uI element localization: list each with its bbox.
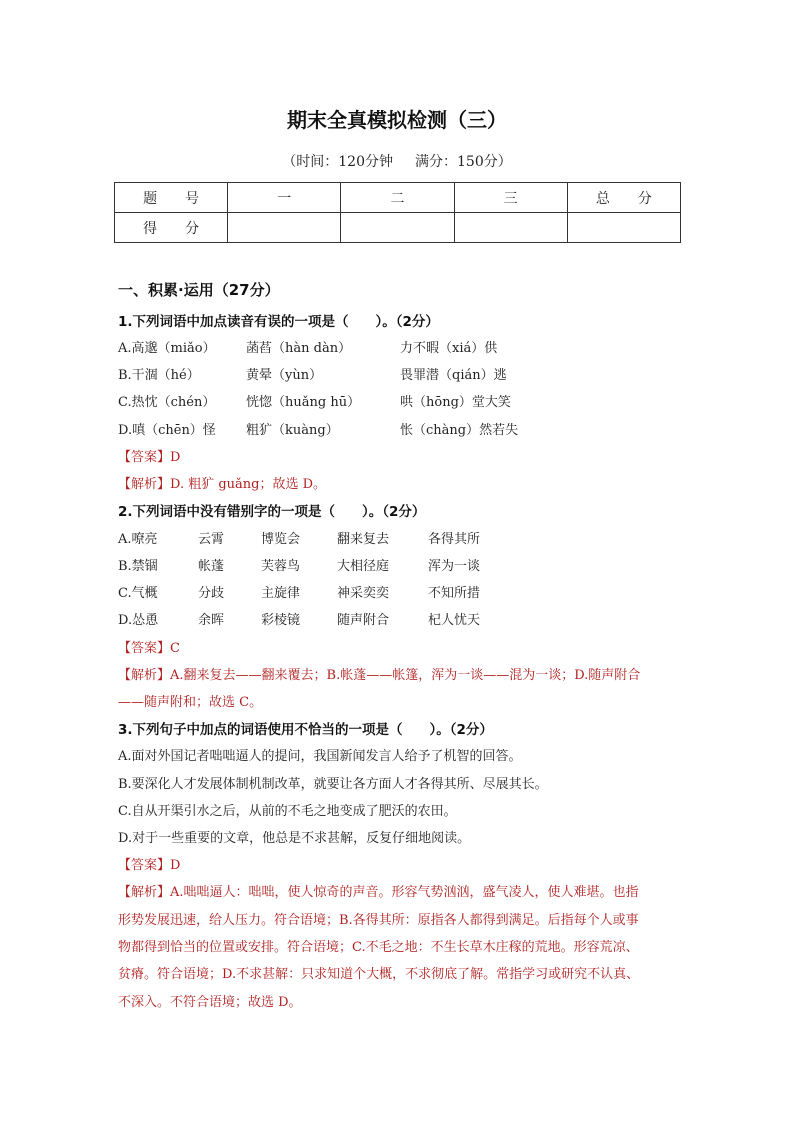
option-cell: 哄（hōng）堂大笑 <box>400 395 511 410</box>
question-3-option-a: A.面对外国记者咄咄逼人的提问，我国新闻发言人给予了机智的回答。 <box>118 749 522 764</box>
score-table <box>114 182 681 243</box>
question-3-analysis-line: 形势发展迅速，给人压力。符合语境；B.各得其所：原指各人都得到满足。后指每个人或事 <box>118 913 639 928</box>
option-cell: 恍惚（huǎng hū） <box>246 395 361 410</box>
question-3-analysis-line: 不深入。不符合语境；故选 D。 <box>118 995 302 1010</box>
score-input-cell[interactable] <box>567 213 680 243</box>
question-1-answer: 【答案】D <box>118 450 181 465</box>
question-3-option-c: C.自从开渠引水之后，从前的不毛之地变成了肥沃的农田。 <box>118 804 457 819</box>
question-3-stem: 3.下列句子中加点的词语使用不恰当的一项是（ ）。（2分） <box>118 722 493 738</box>
score-table-cell: 总 分 <box>567 183 680 213</box>
option-cell: A.高邈（miǎo） <box>118 341 216 356</box>
option-cell: 畏罪潜（qián）逃 <box>400 368 507 383</box>
option-cell: 杞人忧天 <box>428 613 481 628</box>
option-cell: 怅（chàng）然若失 <box>400 423 519 438</box>
option-cell: 粗犷（kuàng） <box>246 423 339 438</box>
question-3-analysis-line: 【解析】A.咄咄逼人：咄咄，使人惊奇的声音。形容气势汹汹，盛气凌人，使人难堪。也指 <box>118 885 639 900</box>
question-1-analysis: 【解析】D. 粗犷 guǎng；故选 D。 <box>118 477 327 492</box>
option-cell: 彩棱镜 <box>261 613 301 628</box>
option-cell: 博览会 <box>261 532 301 547</box>
option-cell: 翻来复去 <box>337 532 390 547</box>
option-cell: 力不暇（xiá）供 <box>400 341 498 356</box>
option-cell: 大相径庭 <box>337 559 390 574</box>
question-3-option-b: B.要深化人才发展体制机制改革，就要让各方面人才各得其所、尽展其长。 <box>118 777 548 792</box>
question-3-answer: 【答案】D <box>118 858 181 873</box>
page-title: 期末全真模拟检测（三） <box>287 108 507 132</box>
question-2-stem: 2.下列词语中没有错别字的一项是（ ）。（2分） <box>118 504 426 520</box>
option-cell: D.怂恿 <box>118 613 159 628</box>
score-table-score-row <box>115 213 681 243</box>
score-table-cell: 题 号 <box>115 183 228 213</box>
score-input-cell[interactable] <box>454 213 567 243</box>
exam-full-score: 满分：150分） <box>415 154 512 170</box>
score-table-cell: 三 <box>454 183 567 213</box>
option-cell: A.嘹亮 <box>118 532 158 547</box>
option-cell: 菡萏（hàn dàn） <box>246 341 352 356</box>
option-cell: 余晖 <box>198 613 225 628</box>
question-3-analysis-line: 物都得到恰当的位置或安排。符合语境；C.不毛之地：不生长草木庄稼的荒地。形容荒凉、 <box>118 940 639 955</box>
option-cell: C.热忱（chén） <box>118 395 216 410</box>
option-cell: 不知所措 <box>428 586 481 601</box>
option-cell: B.禁锢 <box>118 559 158 574</box>
question-2-answer: 【答案】C <box>118 641 180 656</box>
question-2-analysis-line: 【解析】A.翻来复去——翻来覆去；B.帐蓬——帐篷，浑为一谈——混为一谈；D.随声附合 <box>118 668 641 683</box>
option-cell: B.干涸（hé） <box>118 368 200 383</box>
option-cell: 各得其所 <box>428 532 481 547</box>
option-cell: 帐蓬 <box>198 559 225 574</box>
question-2-analysis-line: ——随声附和；故选 C。 <box>118 695 263 710</box>
score-input-cell[interactable] <box>228 213 341 243</box>
option-cell: 黄晕（yùn） <box>246 368 323 383</box>
option-cell: 浑为一谈 <box>428 559 481 574</box>
option-cell: 主旋律 <box>261 586 301 601</box>
option-cell: 神采奕奕 <box>337 586 390 601</box>
score-table-cell: 一 <box>228 183 341 213</box>
option-cell: 云霄 <box>198 532 225 547</box>
option-cell: C.气概 <box>118 586 158 601</box>
score-table-header-row <box>115 183 681 213</box>
option-cell: D.嗔（chēn）怪 <box>118 423 216 438</box>
option-cell: 随声附合 <box>337 613 390 628</box>
score-table-cell: 二 <box>341 183 454 213</box>
section-heading: 一、积累·运用（27分） <box>118 281 280 299</box>
option-cell: 分歧 <box>198 586 225 601</box>
score-table-cell: 得 分 <box>115 213 228 243</box>
question-3-analysis-line: 贫瘠。符合语境；D.不求甚解：只求知道个大概，不求彻底了解。常指学习或研究不认真、 <box>118 967 640 982</box>
score-input-cell[interactable] <box>341 213 454 243</box>
question-3-option-d: D.对于一些重要的文章，他总是不求甚解，反复仔细地阅读。 <box>118 831 471 846</box>
exam-info <box>0 151 794 171</box>
option-cell: 芙蓉鸟 <box>261 559 301 574</box>
question-1-stem: 1.下列词语中加点读音有误的一项是（ ）。（2分） <box>118 314 439 330</box>
exam-time: （时间：120分钟 <box>282 154 393 170</box>
